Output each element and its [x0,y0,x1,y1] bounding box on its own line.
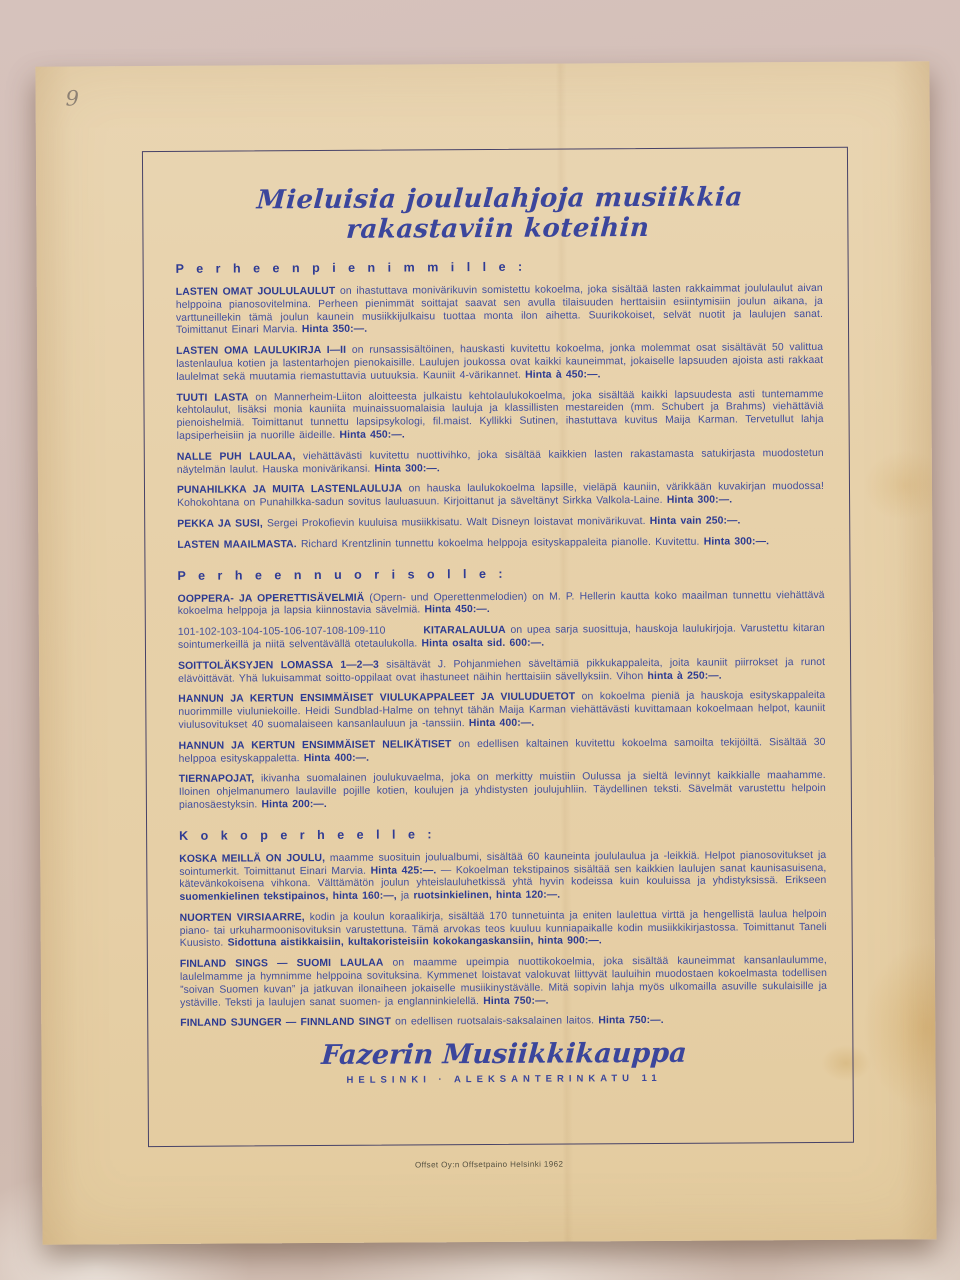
product-paragraph [176,342,823,384]
product-paragraph [179,850,826,905]
product-bold-text: Hinta 300:—. [374,462,440,475]
product-bold-text: HANNUN JA KERTUN ENSIMMÄISET NELIKÄTISET [178,738,452,752]
product-text: on hauska laulukokoelma lapsille, vieläpä kauniin, värikkään kuvakirjan muodossa! Kohokohtana on Punahilkka-sadun sovitus lauluasuun. Kirjoittanut ja säveltänyt Sirkka Valkola-Laine. [177,481,825,510]
product-text: Richard Krentzlinin tunnettu kokoelma helppoja esityskappaleita pianolle. Kuvitettu. [296,536,704,550]
product-text: ikivanha suomalainen joulukuvaelma, joka on merkitty muistiin Oulussa ja sieltä levinnyt kaikkialle maahamme. Iloinen ohjelmanumero laulaville pojille kotien, koulujen ja yhdistysten joulujuhliin. Täydellinen teksti. Sävelmät varustettu helpoin pianosäestyksin. [178,770,826,811]
product-bold-text: FINLAND SINGS — SUOMI LAULAA [179,957,384,971]
product-text: on upea sarja suosittuja, hauskoja laulukirjoja. Varustettu kitaran sointumerkeillä ja niitä selventävällä otetaulukolla. [177,623,825,651]
product-bold-text: Hinta 450:—. [424,604,490,616]
product-bold-text: Hinta 425:—. [370,864,437,877]
shop-name: Fazerin Musiikkikauppa [320,1038,688,1072]
product-text: on Mannerheim-Liiton aloitteesta julkaistu kehtolaulukokoelma, joka sisältää kaikki lapsuudesta asti tuntemamme kehtolaulut, lisäksi monia kauniita muinaissuomalaisia lauluja ja klassillisten mestareiden (mm. Schubert ja Brahms) viehättäviä pienoishelmiä. Toimittanut tunnettu lapsipsykologi, fil.maist. Kyllikki Sutinen, ihastuttava kuvitus Maija Karman. Tervetullut lahja lapsiperheisiin ja nuorille äideille. [176,388,824,442]
product-bold-text: Hinta osalta sid. 600:—. [421,637,545,650]
product-bold-text: suomenkielinen tekstipainos, hinta 160:—, [179,890,397,903]
product-text: maamme suosituin joulualbumi, sisältää 60 kauneinta joululaulua ja -leikkiä. Helpot pianosovitukset ja sointumerkit. Toimittanut Einari Marvia. [179,849,827,878]
product-text: Sergei Prokofievin kuuluisa musiikkisatu. Walt Disneyn loistavat monivärikuvat. [262,515,650,530]
product-bold-text: Hinta 750:—. [483,995,549,1007]
product-bold-text: Sidottuna aistikkaisiin, kultakoristeisiin kokokangaskansiin, hinta 900:—. [227,935,602,950]
advert-title: Mieluisia joululahjoja musiikkia rakastaviin koteihin [255,182,744,245]
product-paragraph [179,770,826,812]
advert-paper-page [35,61,936,1244]
section-heading: P e r h e e n p i e n i m m i l l e : [175,259,527,276]
product-paragraph [178,690,825,732]
section-heading: K o k o p e r h e e l l e : [179,827,437,843]
sections [176,258,828,1031]
product-text: on ihastuttava monivärikuvin somistettu kokoelma, joka sisältää lasten rakkaimmat joululaulut aivan helppoina pianosovitelmina. Perheen pienimmät soittajat saavat sen avulla tilaisuuden herttaisiin esiintymisiin joulun aikana, ja varttuneillekin tämä joulun kaunein musiikkijulkaisu tuottaa monta ilon aihetta. Suurikokoiset, selvät nuotit ja laulujen sanat. Toimittanut Einari Marvia. [175,282,823,337]
product-bold-text: Hinta 300:—. [703,536,770,548]
product-bold-text: Hinta 200:—. [261,798,327,811]
product-text: on edellisen kaltainen kuvitettu kokoelma samoilta tekijöiltä. Sisältää 30 helppoa esityskappaletta. [178,736,826,765]
product-text: kodin ja koulun koraalikirja, sisältää 170 tunnetuinta ja eniten laulettua virttä ja hengellistä laulua helpoin piano- tai urkuharmoonisovituksin varustettuna. Tämä arvokas teos kuuluu kunniapaikalle kodin musiikkikirjastossa. Toimittanut Taneli Kuusisto. [179,908,827,950]
section-heading: P e r h e e n n u o r i s o l l e : [177,566,508,583]
product-bold-text: TIERNAPOJAT, [178,773,255,786]
product-bold-text: Hinta vain 250:—. [649,515,741,527]
product-bold-text: KOSKA MEILLÄ ON JOULU, [179,852,326,865]
product-bold-text: Hinta 400:—. [468,717,535,730]
product-bold-text: NUORTEN VIRSIAARRE, [179,912,305,924]
product-bold-text: LASTEN OMA LAULUKIRJA I—II [176,345,347,358]
product-bold-text: TUUTI LASTA [176,392,249,404]
product-bold-text: Hinta 300:—. [666,494,733,507]
product-paragraph [179,737,826,767]
product-bold-text: Hinta 400:—. [303,752,370,764]
product-text: viehättävästi kuvitettu nuottivihko, joka sisältää kaikkien lasten rakastamasta satukirjasta muodostetun näytelmän laulut. Hauska monivärikansi. [176,447,824,476]
product-text: ja [396,890,414,902]
product-bold-text: PUNAHILKKA JA MUITA LASTENLAULUJA [176,483,403,497]
product-paragraph [177,536,824,553]
product-bold-text: FINLAND SJUNGER — FINNLAND SINGT [180,1017,391,1030]
product-bold-text: ruotsinkielinen, hinta 120:—. [413,889,561,902]
product-text: sisältävät J. Pohjanmiehen säveltämiä pikkukappaleita, joita kauniit piirrokset ja runot elävöittävät. Yhä lukuisammat soitto-oppilaat ovat ihastuneet näihin herttaisiin sävellyksiin. Vihon [178,656,826,685]
product-bold-text: SOITTOLÄKSYJEN LOMASSA 1—2—3 [178,659,379,672]
product-bold-text: NALLE PUH LAULAA, [176,450,296,463]
product-paragraph [180,1014,827,1031]
product-bold-text: LASTEN OMAT JOULULAULUT [175,285,336,298]
advert-footer [180,1037,827,1087]
product-text: — Kokoelman tekstipainos sisältää sen kaikkien laulujen sanat kaunisasuisena, kätevänkokoisena vihkona. Välttämätön joulun yhteislauluhetkissä yhtä hyvin kodeissa kuin kouluissa ja yhdistyksissä. Erikseen [179,862,827,891]
product-paragraph [178,589,825,619]
product-bold-text: PEKKA JA SUSI, [177,518,263,530]
product-bold-text: Hinta 750:—. [598,1015,664,1027]
product-bold-text: hinta à 250:—. [647,670,722,682]
product-bold-text: LASTEN MAAILMASTA. [177,538,297,551]
product-bold-text: OOPPERA- JA OPERETTISÄVELMIÄ [177,592,365,605]
product-text [385,626,423,637]
product-paragraph [177,481,824,511]
product-text: 101-102-103-104-105-106-107-108-109-110 [177,625,386,639]
product-bold-text: HANNUN JA KERTUN ENSIMMÄISET VIULUKAPPALEET JA VIULUDUETOT [178,691,576,706]
product-text: on kokoelma pieniä ja hauskoja esityskappaleita nuorimmille viuluniekoille. Heidi Sundblad-Halme on tehnyt tähän Maija Karman viehättävästi kuvittamaan kokoelmaan helpot, kauniit viulusovitukset 40 suomalaiseen kansanlauluun ja -tanssiin. [178,690,826,731]
printer-imprint: Offset Oy:n Offsetpaino Helsinki 1962 [414,1159,564,1170]
product-paragraph [176,283,823,338]
handwritten-page-number: 9 [65,86,80,111]
product-paragraph [180,909,827,951]
product-text: (Opern- und Operettenmelodien) on M. P. Hellerin kautta koko maailman tunnettu viehättävä kokoelma helppoja ja lapsia kiinnostavia sävelmiä. [177,589,825,618]
product-paragraph [180,955,827,1010]
product-bold-text: KITARALAULUA [423,625,506,637]
product-paragraph [177,448,824,478]
product-text: on maamme upeimpia nuottikokoelmia, joka sisältää kauneimmat kansanlaulumme, laulelmamme ja hymnimme helppoina sovituksina. Kymmenet loistavat valokuvat liittyvät lauluihin muodostaen kokoelmasta todellisen ”soivan Suomen kuvan” ja jatkuvan ilonaiheen jokaiselle musiikinystävälle. Mitä sopivin lahja myös ulkomailla asuville sukulaisille ja ystäville. Teksti ja laulujen sanat suomen- ja englanninkielellä. [179,955,828,1009]
product-bold-text: Hinta 450:—. [339,429,405,441]
product-text: on edellisen ruotsalais-saksalainen laitos. [390,1015,599,1029]
product-paragraph [177,515,824,532]
printed-border-frame [142,147,854,1147]
product-paragraph [178,657,825,687]
product-paragraph [176,389,823,444]
product-text: on runsassisältöinen, hauskasti kuvitettu kokoelma, jonka molemmat osat sisältävät 50 valittua lastenlaulua kotien ja lastentarhojen pienokaisille. Laulujen joukossa ovat kaikki kauneimmat, jokaiselle lapsuuden ajoista asti rakkaat laulelmat sekä muutamia riemastuttavia uutuuksia. Kauniit 4-värikannet. [176,342,824,383]
product-bold-text: Hinta à 450:—. [525,369,601,381]
product-paragraph [178,623,825,653]
product-bold-text: Hinta 350:—. [301,324,368,336]
shop-address: HELSINKI · ALEKSANTERINKATU 11 [346,1073,662,1087]
